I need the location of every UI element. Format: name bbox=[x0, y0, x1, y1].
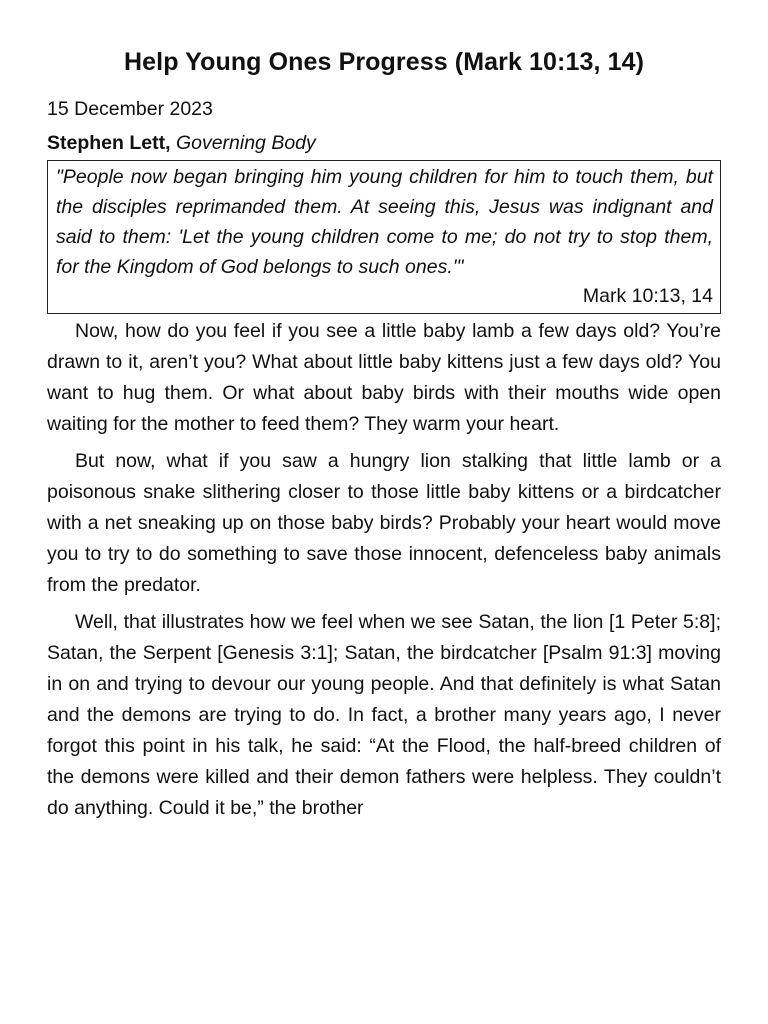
speaker-name: Stephen Lett, bbox=[47, 132, 171, 154]
scripture-quote-box bbox=[47, 160, 721, 314]
speaker-byline bbox=[47, 130, 721, 156]
scripture-quote-text: "People now began bringing him young children for him to touch them, but the disciples reprimanded them. At seeing this, Jesus was indignant and said to them: 'Let the young children come to me; do not try to stop them, for the Kingdom of God belongs to such ones.'" bbox=[56, 166, 713, 278]
speaker-role: Governing Body bbox=[175, 132, 316, 154]
scripture-reference: Mark 10:13, 14 bbox=[582, 285, 713, 307]
date-line: 15 December 2023 bbox=[47, 98, 213, 120]
page-title: Help Young Ones Progress (Mark 10:13, 14) bbox=[123, 48, 645, 76]
body-text bbox=[47, 316, 721, 824]
body-paragraph: Now, how do you feel if you see a little baby lamb a few days old? You’re drawn to it, aren’t you? What about little baby kittens just a few days old? You want to hug them. Or what about baby birds with their mouths wide open waiting for the mother to feed them? They warm your heart. bbox=[47, 320, 721, 435]
body-paragraph: Well, that illustrates how we feel when we see Satan, the lion [1 Peter 5:8]; Satan, the Serpent [Genesis 3:1]; Satan, the birdcatcher [Psalm 91:3] moving in on and trying to devour our young people. And that definitely is what Satan and the demons are trying to do. In fact, a brother many years ago, I never forgot this point in his talk, he said: “At the Flood, the half-breed children of the demons were killed and their demon fathers were helpless. They couldn’t do anything. Could it be,” the brother bbox=[47, 611, 721, 819]
body-paragraph: But now, what if you saw a hungry lion stalking that little lamb or a poisonous snake slithering closer to those little baby kittens or a birdcatcher with a net sneaking up on those baby birds? Probably your heart would move you to try to do something to save those innocent, defenceless baby animals from the predator. bbox=[47, 450, 721, 596]
document-page bbox=[47, 0, 721, 824]
